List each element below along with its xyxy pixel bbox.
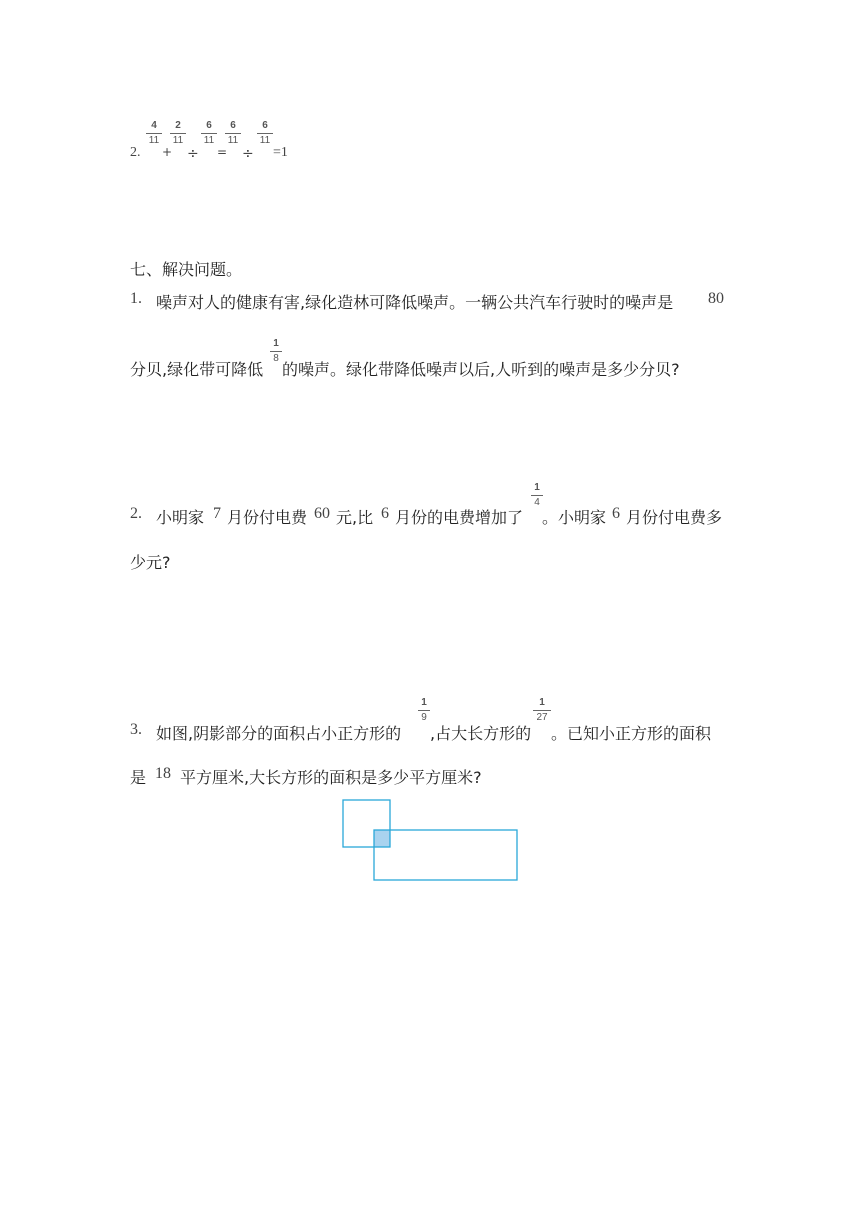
problem-number: 1.	[130, 290, 142, 307]
divide-sign: ÷	[187, 146, 199, 162]
problem-text: 小明家	[156, 508, 205, 527]
section-heading: 七、解决问题。	[130, 260, 243, 279]
problem-number: 2.	[130, 505, 142, 522]
problem-text: 分贝,绿化带可降低	[130, 360, 264, 379]
divide-sign: ÷	[242, 146, 254, 162]
fraction-denominator: 11	[148, 135, 160, 146]
problem-text: 噪声对人的健康有害,绿化造林可降低噪声。一辆公共汽车行驶时的噪声是	[156, 293, 674, 312]
problem-text: 的噪声。绿化带降低噪声以后,人听到的噪声是多少分贝?	[282, 360, 680, 379]
fraction-numerator: 2	[175, 120, 181, 131]
problem-text: 元,比	[336, 508, 374, 527]
fraction-numerator: 1	[534, 482, 540, 493]
problem-text: 月份付电费	[227, 508, 308, 527]
problem-text: 如图,阴影部分的面积占小正方形的	[156, 724, 402, 743]
problem-text: 月份的电费增加了	[395, 508, 524, 527]
equation-label: 2.	[130, 145, 141, 160]
problem-text: 少元?	[130, 553, 171, 572]
problem-text: 。已知小正方形的面积	[551, 724, 712, 743]
fraction-numerator: 6	[262, 120, 268, 131]
month-value: 7	[213, 505, 221, 522]
noise-value: 80	[708, 290, 724, 307]
fraction-denominator: 11	[259, 135, 271, 146]
fraction-numerator: 4	[151, 120, 157, 131]
fraction-numerator: 1	[273, 338, 279, 349]
equals-sign: =	[217, 145, 228, 159]
fraction-numerator: 6	[206, 120, 212, 131]
month-value: 6	[381, 505, 389, 522]
problem-text: ,占大长方形的	[430, 724, 532, 743]
fraction-denominator: 11	[227, 135, 239, 146]
fraction-numerator: 1	[421, 697, 427, 708]
month-value: 6	[612, 505, 620, 522]
fraction-numerator: 1	[539, 697, 545, 708]
problem-number: 3.	[130, 721, 142, 738]
fraction-denominator: 11	[172, 135, 184, 146]
problem-text: 月份付电费多	[626, 508, 723, 527]
shaded-overlap	[374, 830, 390, 847]
fraction-denominator: 11	[203, 135, 215, 146]
plus-sign: +	[162, 145, 173, 159]
equals-one: =1	[273, 145, 288, 160]
problem-text: 平方厘米,大长方形的面积是多少平方厘米?	[180, 768, 482, 787]
fraction-denominator: 9	[421, 712, 427, 723]
fraction-numerator: 6	[230, 120, 236, 131]
problem-text: 。小明家	[542, 508, 607, 527]
fraction-denominator: 27	[536, 712, 548, 723]
fraction-denominator: 8	[273, 353, 279, 364]
large-rectangle	[374, 830, 517, 880]
problem-text: 是	[130, 768, 147, 787]
fraction-denominator: 4	[534, 497, 540, 508]
area-value: 18	[155, 765, 171, 782]
fee-value: 60	[314, 505, 330, 522]
